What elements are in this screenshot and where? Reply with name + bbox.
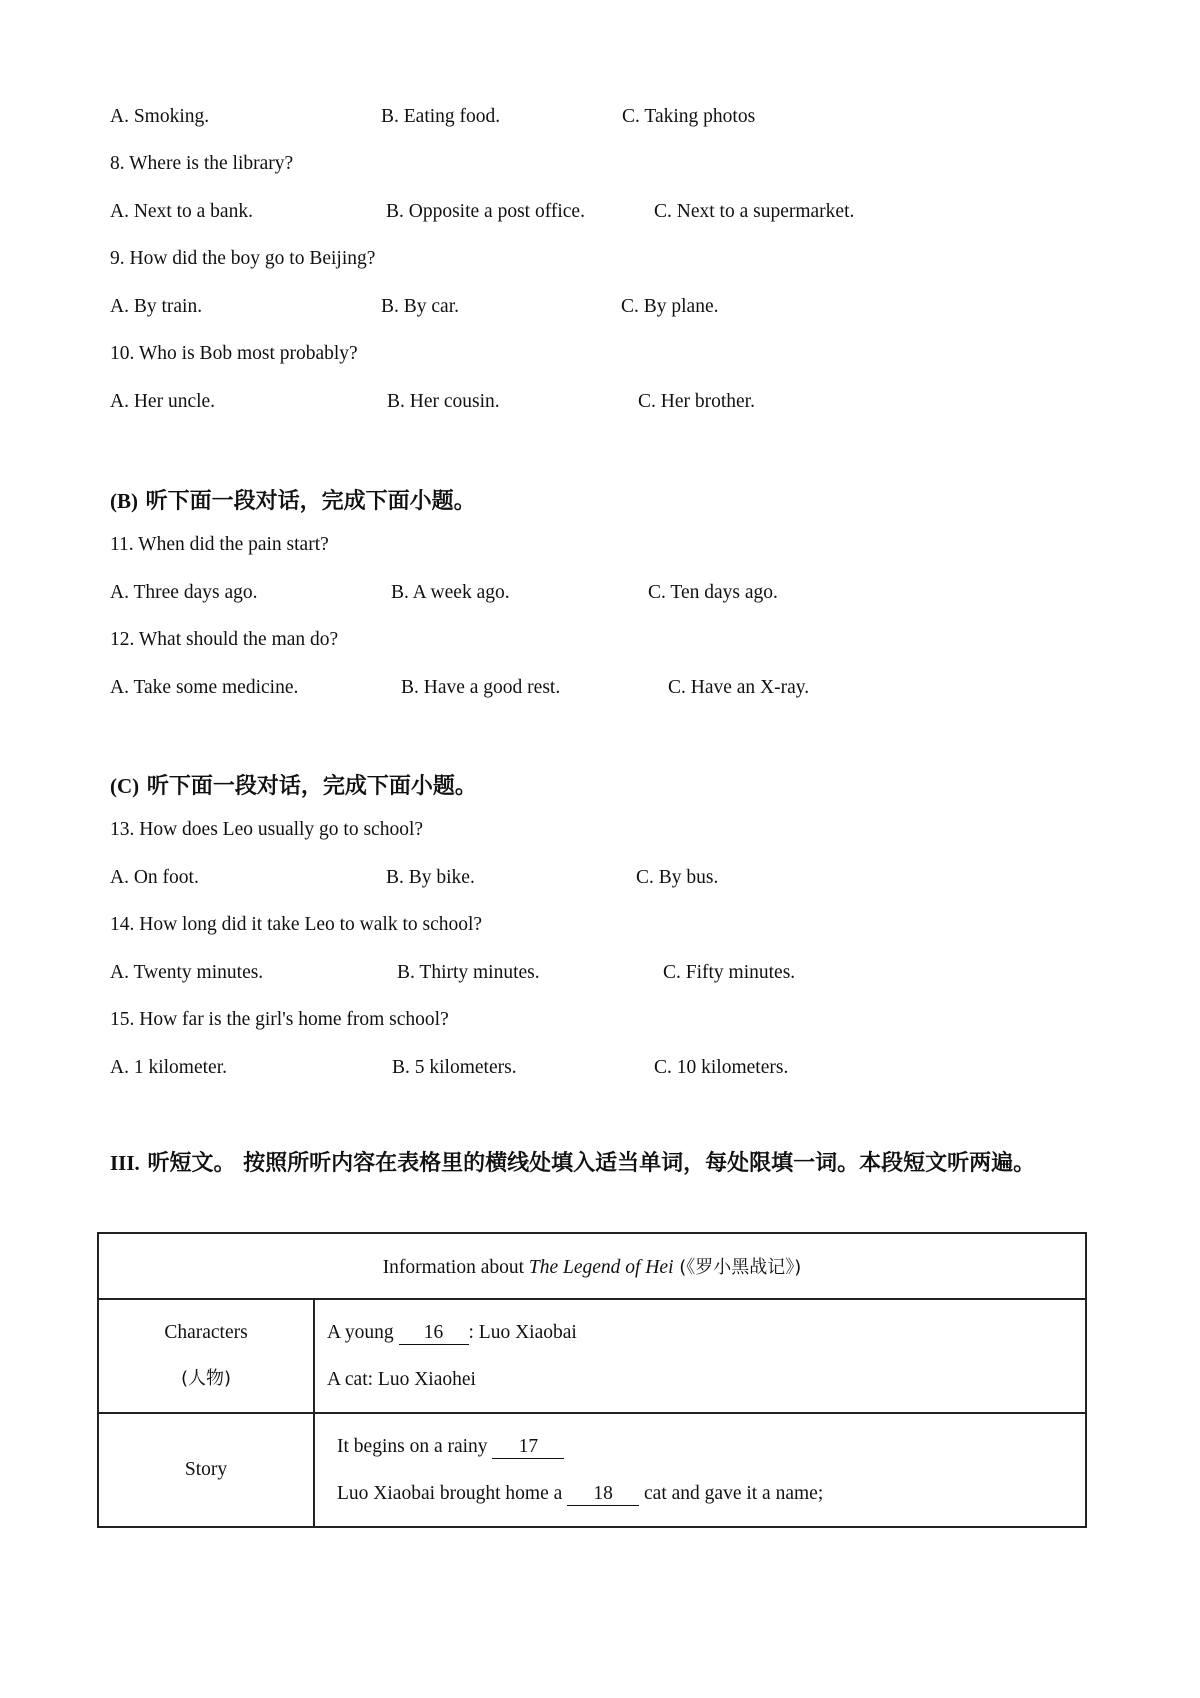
q10-option-c: C. Her brother. [638, 391, 755, 412]
q12-question: 12. What should the man do? [110, 629, 339, 650]
table-title [98, 1233, 1086, 1299]
story-content-cell [314, 1413, 1086, 1527]
q11-option-c: C. Ten days ago. [648, 582, 778, 603]
table-title-italic: The Legend of Hei [528, 1257, 674, 1278]
q14-option-c: C. Fifty minutes. [663, 962, 796, 983]
char-line1-prefix: A young [327, 1322, 399, 1343]
q7-option-a: A. Smoking. [110, 106, 210, 127]
characters-label: Characters [164, 1322, 248, 1343]
q11-option-b: B. A week ago. [391, 582, 510, 603]
story-line2-suffix: cat and gave it a name; [639, 1483, 824, 1504]
table-title-suffix: (《罗小黑战记》) [673, 1257, 802, 1278]
story-line2-prefix: Luo Xiaobai brought home a [337, 1483, 568, 1504]
q13-option-c: C. By bus. [636, 867, 719, 888]
section-b-label: (B) [110, 489, 138, 513]
story-label: Story [184, 1459, 228, 1480]
q8-option-b: B. Opposite a post office. [386, 201, 585, 222]
section-b-heading [110, 484, 476, 515]
q9-option-c: C. By plane. [621, 296, 719, 317]
q9-question: 9. How did the boy go to Beijing? [110, 248, 376, 269]
section-3-heading [110, 1140, 1110, 1187]
characters-line-2: A cat: Luo Xiaohei [327, 1369, 476, 1390]
story-line1-prefix: It begins on a rainy [337, 1436, 493, 1457]
q8-option-c: C. Next to a supermarket. [654, 201, 855, 222]
q11-option-a: A. Three days ago. [110, 582, 258, 603]
q13-option-a: A. On foot. [110, 867, 199, 888]
q11-question: 11. When did the pain start? [110, 534, 329, 555]
q7-option-c: C. Taking photos [622, 106, 756, 127]
section-c-heading [110, 769, 477, 800]
q15-option-c: C. 10 kilometers. [654, 1057, 789, 1078]
story-label-cell [98, 1413, 314, 1527]
q9-option-a: A. By train. [110, 296, 203, 317]
q15-option-b: B. 5 kilometers. [392, 1057, 517, 1078]
q7-option-b: B. Eating food. [381, 106, 501, 127]
q14-question: 14. How long did it take Leo to walk to school? [110, 914, 483, 935]
section-3-label: III. [110, 1151, 140, 1175]
q15-option-a: A. 1 kilometer. [110, 1057, 227, 1078]
q8-option-a: A. Next to a bank. [110, 201, 253, 222]
q10-option-a: A. Her uncle. [110, 391, 216, 412]
q12-option-a: A. Take some medicine. [110, 677, 299, 698]
characters-line-1 [327, 1309, 1084, 1356]
q9-option-b: B. By car. [381, 296, 459, 317]
q10-question: 10. Who is Bob most probably? [110, 343, 358, 364]
characters-label-cell [98, 1299, 314, 1413]
information-table [97, 1232, 1087, 1528]
q10-option-b: B. Her cousin. [387, 391, 500, 412]
section-3-instruction: 听短文。 按照所听内容在表格里的横线处填入适当单词，每处限填一词。本段短文听两遍。 [139, 1151, 1036, 1176]
table-title-prefix: Information about [382, 1257, 529, 1278]
q8-question: 8. Where is the library? [110, 153, 294, 174]
q13-question: 13. How does Leo usually go to school? [110, 819, 424, 840]
char-line1-suffix: : Luo Xiaobai [468, 1322, 577, 1343]
q12-option-b: B. Have a good rest. [401, 677, 561, 698]
blank-18: 18 [567, 1483, 639, 1506]
q12-option-c: C. Have an X-ray. [668, 677, 810, 698]
characters-content-cell [314, 1299, 1086, 1413]
section-c-label: (C) [110, 774, 140, 798]
q14-option-a: A. Twenty minutes. [110, 962, 264, 983]
q15-question: 15. How far is the girl's home from school? [110, 1009, 449, 1030]
blank-16: 16 [399, 1322, 469, 1345]
section-b-instruction: 听下面一段对话，完成下面小题。 [138, 489, 476, 514]
q13-option-b: B. By bike. [386, 867, 475, 888]
q14-option-b: B. Thirty minutes. [397, 962, 540, 983]
story-line-2 [337, 1470, 1084, 1517]
characters-cn-label: (人物) [180, 1368, 232, 1389]
section-c-instruction: 听下面一段对话，完成下面小题。 [139, 774, 477, 799]
blank-17: 17 [492, 1436, 564, 1459]
story-line-1 [337, 1423, 1084, 1470]
